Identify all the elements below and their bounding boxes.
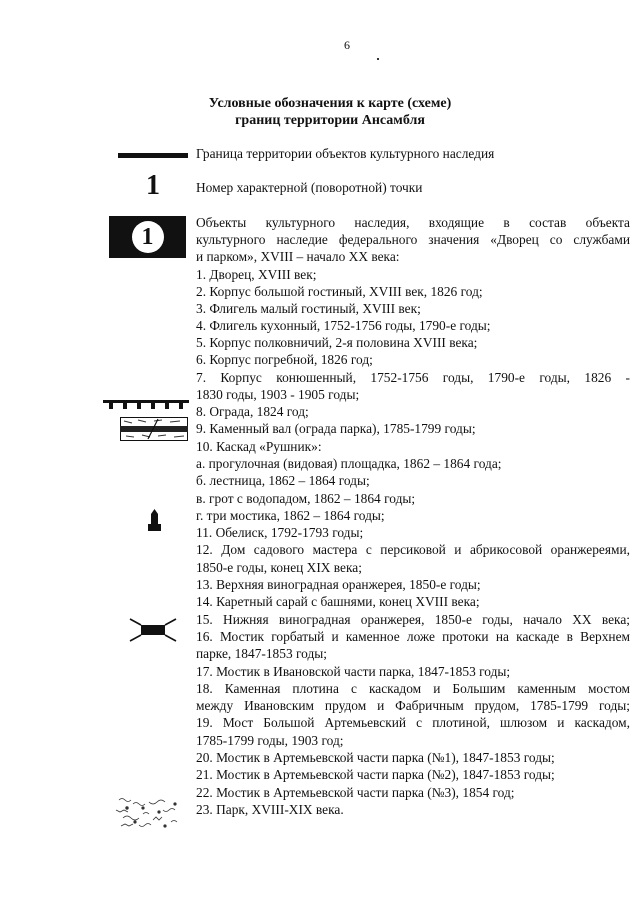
list-item: 1850-е годы, конец XIX века; bbox=[196, 560, 362, 575]
list-item: между Ивановским прудом и Фабричным прудом, 1785-1799 годы; bbox=[196, 698, 630, 713]
list-item: 15. Нижняя виноградная оранжерея, 1850-е годы, начало XX века; bbox=[196, 612, 630, 627]
page-number: 6 bbox=[344, 38, 350, 52]
list-item: 13. Верхняя виноградная оранжерея, 1850-е годы; bbox=[196, 577, 481, 592]
list-item: 3. Флигель малый гостиный, XVIII век; bbox=[196, 301, 421, 316]
list-item: 16. Мостик горбатый и каменное ложе протоки на каскаде в Верхнем bbox=[196, 629, 630, 644]
list-item: б. лестница, 1862 – 1864 годы; bbox=[196, 473, 370, 488]
point-number-symbol: 1 bbox=[146, 170, 160, 201]
heritage-intro-line-3: и парком», XVIII – начало XX века: bbox=[196, 249, 400, 264]
list-item: 23. Парк, XVIII-XIX века. bbox=[196, 802, 344, 817]
list-item: 5. Корпус полковничий, 2-я половина XVIII века; bbox=[196, 335, 478, 350]
list-item: 1. Дворец, XVIII век; bbox=[196, 267, 317, 282]
legend-boundary-text: Граница территории объектов культурного наследия bbox=[196, 146, 495, 161]
list-item: 14. Каретный сарай с башнями, конец XVIII века; bbox=[196, 594, 480, 609]
page-title bbox=[10, 95, 640, 129]
boundary-line-symbol bbox=[118, 153, 188, 158]
obelisk-symbol bbox=[148, 508, 161, 531]
title-line-1: Условные обозначения к карте (схеме) bbox=[208, 96, 452, 111]
legend-point-number-text: Номер характерной (поворотной) точки bbox=[196, 180, 423, 195]
list-item: 18. Каменная плотина с каскадом и Большим каменным мостом bbox=[196, 681, 630, 696]
list-item: парке, 1847-1853 годы; bbox=[196, 646, 327, 661]
list-item: 1785-1799 годы, 1903 год; bbox=[196, 733, 344, 748]
list-item: 20. Мостик в Артемьевской части парка (№1), 1847-1853 годы; bbox=[196, 750, 555, 765]
list-item: 9. Каменный вал (ограда парка), 1785-1799 годы; bbox=[196, 421, 476, 436]
bridge-symbol bbox=[128, 617, 178, 643]
list-item: а. прогулочная (видовая) площадка, 1862 – 1864 года; bbox=[196, 456, 502, 471]
list-item: 17. Мостик в Ивановской части парка, 1847-1853 годы; bbox=[196, 664, 511, 679]
list-item: 11. Обелиск, 1792-1793 годы; bbox=[196, 525, 364, 540]
list-item: 19. Мост Большой Артемьевский с плотиной, шлюзом и каскадом, bbox=[196, 715, 630, 730]
list-item: 6. Корпус погребной, 1826 год; bbox=[196, 352, 373, 367]
list-item: в. грот с водопадом, 1862 – 1864 годы; bbox=[196, 491, 416, 506]
list-item: 8. Ограда, 1824 год; bbox=[196, 404, 309, 419]
heritage-object-symbol bbox=[109, 216, 186, 258]
list-item: 2. Корпус большой гостиный, XVIII век, 1826 год; bbox=[196, 284, 483, 299]
title-line-2: границ территории Ансамбля bbox=[235, 113, 425, 128]
list-item: 7. Корпус конюшенный, 1752-1756 годы, 1790-е годы, 1826 - bbox=[196, 370, 630, 385]
heritage-intro-line-1: Объекты культурного наследия, входящие в состав объекта bbox=[196, 215, 630, 230]
list-item: 4. Флигель кухонный, 1752-1756 годы, 1790-е годы; bbox=[196, 318, 491, 333]
heritage-intro-line-2: культурного наследие федерального значения «Дворец со службами bbox=[196, 232, 630, 247]
list-item: 22. Мостик в Артемьевской части парка (№3), 1854 год; bbox=[196, 785, 515, 800]
fence-symbol bbox=[103, 397, 189, 409]
park-symbol bbox=[113, 796, 186, 830]
list-item: 12. Дом садового мастера с персиковой и абрикосовой оранжереями, bbox=[196, 542, 630, 557]
list-item: 10. Каскад «Рушник»: bbox=[196, 439, 322, 454]
heritage-number-circle: 1 bbox=[132, 221, 164, 253]
list-item: 21. Мостик в Артемьевской части парка (№2), 1847-1853 годы; bbox=[196, 767, 555, 782]
rampart-symbol bbox=[120, 417, 188, 441]
scan-speck bbox=[377, 58, 379, 60]
list-item: г. три мостика, 1862 – 1864 годы; bbox=[196, 508, 385, 523]
list-item: 1830 годы, 1903 - 1905 годы; bbox=[196, 387, 360, 402]
